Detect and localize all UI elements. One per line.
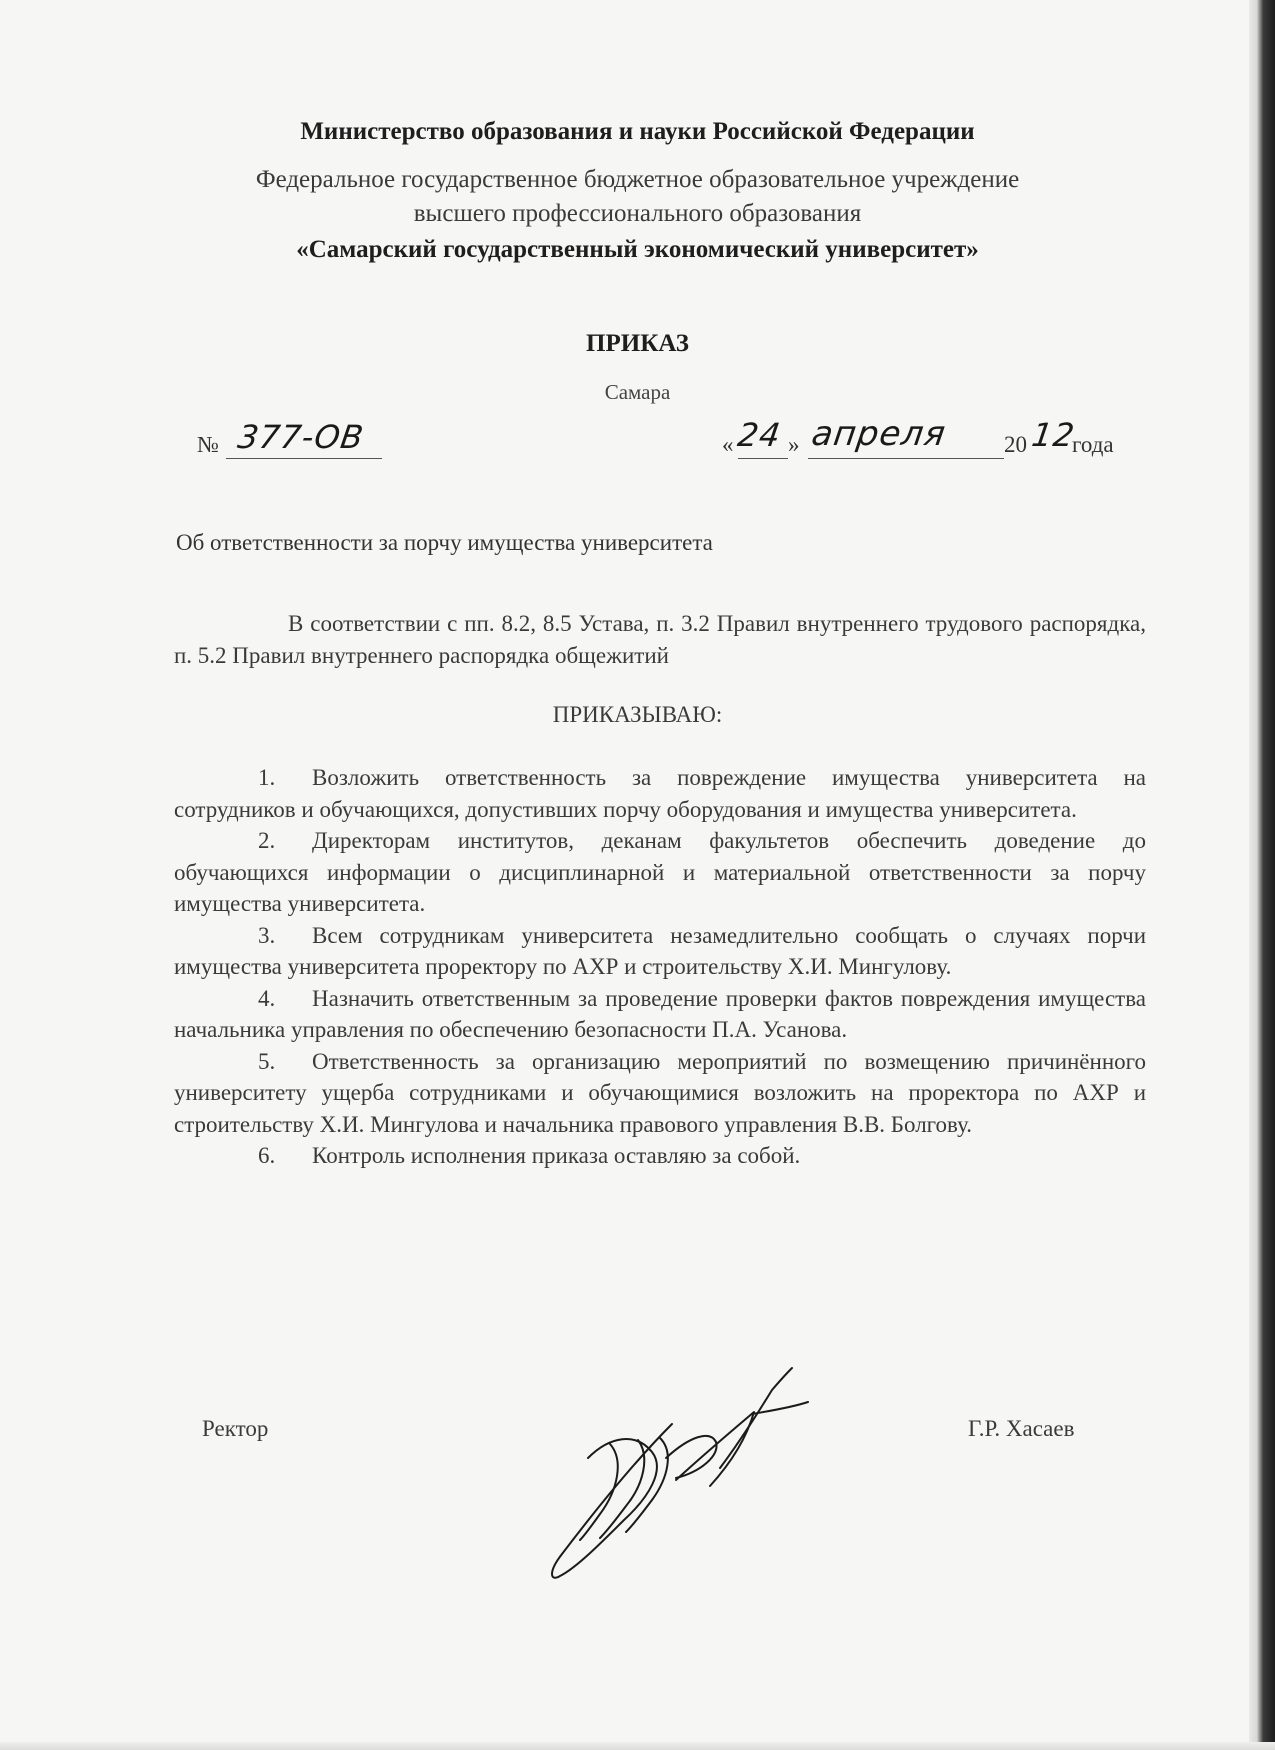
- order-items-list: [174, 762, 1146, 1172]
- institution-type-line-2: высшего профессионального образования: [413, 200, 862, 227]
- order-item-text: Ответственность за организацию мероприятий по возмещению причинённого университету ущерба сотрудниками и обучающимися возложить на проректора по АХР и строительству Х.И. Мингулова и начальника правового управления В.В. Болгову.: [174, 1048, 1146, 1137]
- order-item-number: 2.: [258, 828, 276, 853]
- date-day-underline: [738, 458, 788, 459]
- document-title: ПРИКАЗ: [586, 330, 689, 357]
- date-month-handwritten: апреля: [809, 414, 949, 454]
- order-item-text: Всем сотрудникам университета незамедлительно сообщать о случаях порчи имущества университета проректору по АХР и строительству Х.И. Мингулову.: [174, 922, 1146, 979]
- order-item: [174, 762, 1146, 825]
- order-directive-word: ПРИКАЗЫВАЮ:: [552, 702, 723, 727]
- order-item-number: 6.: [258, 1143, 276, 1168]
- date-close-quote: »: [788, 432, 800, 457]
- document-subject: Об ответственности за порчу имущества университета: [176, 530, 713, 555]
- date-month-underline: [808, 458, 1004, 459]
- order-item-number: 3.: [258, 922, 276, 948]
- order-item-number: 1.: [258, 765, 276, 790]
- date-open-quote: «: [722, 432, 734, 457]
- order-item: [174, 920, 1146, 983]
- date-year-prefix: 20: [1004, 432, 1027, 457]
- date-day-handwritten: 24: [735, 416, 784, 454]
- order-item-number: 5.: [258, 1048, 276, 1074]
- handwritten-signature: [540, 1340, 810, 1590]
- number-label: №: [197, 432, 219, 457]
- order-item: [174, 1140, 1146, 1172]
- date-year-handwritten: 12: [1029, 416, 1078, 454]
- order-item-text: Возложить ответственность за повреждение имущества университета на сотрудников и обучающихся, допустивших порчу оборудования и имущества университета.: [174, 765, 1146, 822]
- order-item-text: Назначить ответственным за проведение проверки фактов повреждения имущества начальника управления по обеспечению безопасности П.А. Усанова.: [174, 985, 1146, 1042]
- order-item-text: Контроль исполнения приказа оставляю за собой.: [312, 1143, 801, 1168]
- order-number-handwritten: 377-ОВ: [235, 418, 367, 456]
- institution-type-line-1: Федеральное государственное бюджетное образовательное учреждение: [255, 166, 1020, 193]
- order-item-text: Директорам институтов, деканам факультетов обеспечить доведение до обучающихся информации о дисциплинарной и материальной ответственности за порчу имущества университета.: [174, 828, 1146, 916]
- intro-paragraph: В соответствии с пп. 8.2, 8.5 Устава, п. 3.2 Правил внутреннего трудового распорядка, п. 5.2 Правил внутреннего распорядка общежитий: [174, 611, 1146, 668]
- scan-bottom-edge: [0, 1742, 1275, 1750]
- order-number-date-row: [0, 414, 1275, 472]
- document-city: Самара: [604, 380, 671, 404]
- number-underline: [226, 458, 382, 459]
- signatory-title: Ректор: [202, 1416, 269, 1441]
- signatory-name: Г.Р. Хасаев: [968, 1416, 1075, 1441]
- order-item: [174, 1046, 1146, 1141]
- date-year-word: года: [1072, 432, 1114, 457]
- university-name: «Самарский государственный экономический университет»: [296, 236, 979, 263]
- ministry-name: Министерство образования и науки Российской Федерации: [300, 118, 975, 145]
- order-item: [174, 825, 1146, 920]
- order-item-number: 4.: [258, 985, 276, 1011]
- order-item: [174, 983, 1146, 1046]
